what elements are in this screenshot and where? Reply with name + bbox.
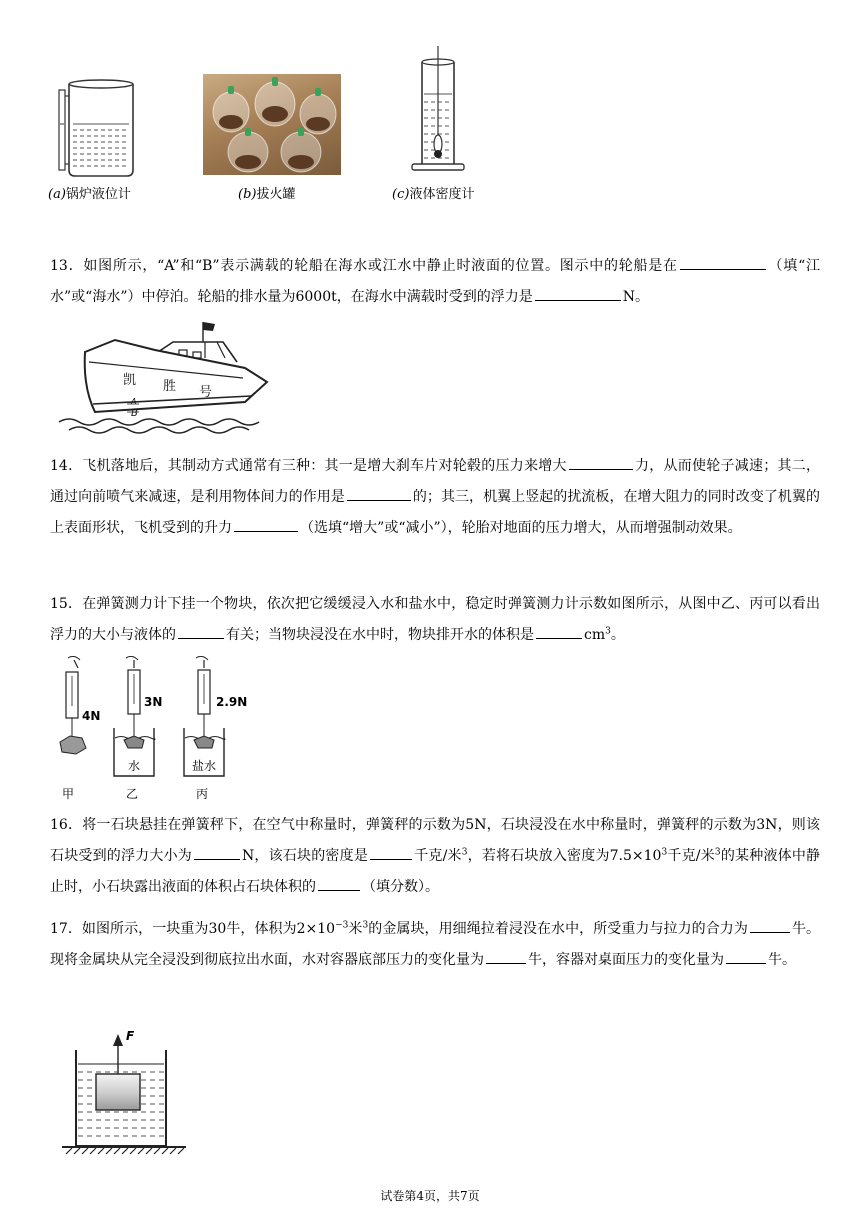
q15-text-1: 15．在弹簧测力计下挂一个物块，依次把它缓缓浸入水和盐水中，稳定时弹簧测力计示数如图所示，从图中乙、丙可以看出浮力的大小与液体的	[50, 596, 820, 643]
force-label: F	[126, 1029, 135, 1043]
q17-sup-1: −3	[335, 920, 349, 931]
q13-text-3: N。	[622, 289, 649, 305]
q16-text-3: 千克/米	[414, 848, 462, 864]
q17-text-3: 的金属块，用细绳拉着浸没在水中，所受重力与拉力的合力为	[368, 921, 748, 937]
label-jia: 甲	[62, 787, 75, 801]
q14-blank-3[interactable]	[234, 515, 298, 532]
q15-blank-2[interactable]	[536, 622, 582, 639]
q16-sup-2: 3	[661, 847, 668, 858]
ship-figure	[55, 318, 275, 438]
q17-text-2: 米	[348, 921, 363, 937]
q15-sup: 3	[605, 626, 611, 637]
q15-text-4: 。	[610, 627, 625, 643]
liquid-salt-water: 盐水	[192, 759, 217, 773]
question-17	[50, 914, 820, 976]
q17-text-1: 17．如图所示，一块重为30牛，体积为2×10	[50, 921, 336, 937]
q16-text-4: ，若将石块放入密度为7.5×10	[467, 848, 662, 864]
q15-text-3: cm	[584, 627, 606, 643]
q17-blank-3[interactable]	[726, 947, 766, 964]
question-16	[50, 810, 820, 903]
liquid-water: 水	[128, 759, 141, 773]
q13-blank-1[interactable]	[680, 253, 766, 270]
q16-blank-2[interactable]	[370, 843, 412, 860]
q14-blank-2[interactable]	[347, 484, 411, 501]
caption-b: (b)拔火罐	[238, 187, 296, 202]
reading-yi: 3N	[144, 695, 163, 709]
q16-text-7: （填分数）。	[362, 879, 439, 895]
q14-text-4: （选填“增大”或“减小”），轮胎对地面的压力增大，从而增强制动效果。	[300, 520, 742, 536]
question-14	[50, 451, 820, 544]
q14-text-2: 力，从而使轮子减速；其二，通过向前喷气来减速，是利用物体间力的作用是	[50, 458, 821, 505]
label-yi: 乙	[126, 787, 139, 801]
label-bing: 丙	[196, 787, 209, 801]
q17-sup-2: 3	[362, 920, 369, 931]
q16-text-6: 的某种液体中静止时，小石块露出液面的体积占石块体积的	[50, 848, 821, 895]
q17-text-4: 牛。现将金属块从完全浸没到彻底拉出水面，水对容器底部压力的变化量为	[50, 921, 821, 968]
q16-text-2: N，该石块的密度是	[241, 848, 369, 864]
caption-a: (a)锅炉液位计	[48, 187, 131, 202]
boiler-gauge-figure	[55, 72, 145, 180]
q13-text-2: （填“江水”或“海水”）中停泊。轮船的排水量为6000t，在海水中满载时受到的浮力是	[50, 258, 820, 305]
question-15	[50, 589, 820, 651]
q17-blank-2[interactable]	[486, 947, 526, 964]
question-13	[50, 251, 820, 313]
q14-text-3: 的；其三，机翼上竖起的扰流板，在增大阻力的同时改变了机翼的上表面形状，飞机受到的升力	[50, 489, 821, 536]
q16-blank-3[interactable]	[318, 874, 360, 891]
caption-c: (c)液体密度计	[392, 187, 475, 202]
mark-b: B	[131, 408, 138, 419]
page-footer: 试卷第4页，共7页	[380, 1189, 480, 1203]
q13-text-1: 13．如图所示，“A”和“B”表示满载的轮船在海水或江水中静止时液面的位置。图示中的轮船是在	[50, 258, 678, 274]
cupping-photo	[203, 74, 341, 175]
q17-text-5: 牛，容器对桌面压力的变化量为	[528, 952, 724, 968]
q16-sup-3: 3	[714, 847, 721, 858]
q14-blank-1[interactable]	[569, 453, 633, 470]
q16-text-1: 16．将一石块悬挂在弹簧秤下，在空气中称量时，弹簧秤的示数为5N，石块浸没在水中称量时，弹簧秤的示数为3N，则该石块受到的浮力大小为	[50, 817, 820, 864]
q15-blank-1[interactable]	[178, 622, 224, 639]
ship-name-char-1: 凯	[123, 373, 137, 388]
q14-text-1: 14．飞机落地后，其制动方式通常有三种：其一是增大刹车片对轮毂的压力来增大	[50, 458, 567, 474]
ship-name-char-2: 胜	[163, 379, 177, 394]
reading-jia: 4N	[82, 709, 101, 723]
q16-text-5: 千克/米	[667, 848, 715, 864]
q13-blank-2[interactable]	[535, 284, 621, 301]
spring-scale-figure	[50, 656, 260, 804]
ship-name-char-3: 号	[199, 385, 213, 400]
q17-text-6: 牛。	[768, 952, 796, 968]
mark-a: A	[131, 397, 137, 406]
q15-text-2: 有关；当物块浸没在水中时，物块排开水的体积是	[226, 627, 534, 643]
container-figure	[60, 1018, 190, 1158]
q16-blank-1[interactable]	[194, 843, 240, 860]
hydrometer-figure	[408, 44, 468, 180]
q16-sup-1: 3	[461, 847, 468, 858]
reading-bing: 2.9N	[216, 695, 248, 709]
q17-blank-1[interactable]	[750, 916, 790, 933]
